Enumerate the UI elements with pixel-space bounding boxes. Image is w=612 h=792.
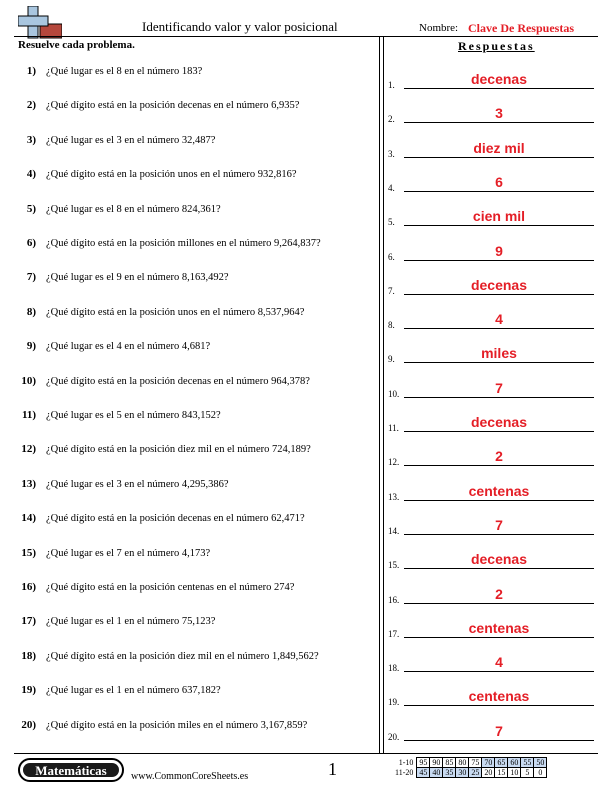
answer-value: 4 <box>495 311 503 328</box>
question-number: 14) <box>21 512 36 525</box>
question-number: 10) <box>21 374 36 387</box>
page-title: Identificando valor y valor posicional <box>142 19 338 34</box>
answer-line <box>404 465 594 466</box>
answer-value: 7 <box>495 722 503 739</box>
column-divider-right <box>383 36 384 753</box>
question-text: ¿Qué dígito está en la posición unos en el número 8,537,964? <box>46 306 305 318</box>
question-number: 16) <box>21 581 36 593</box>
score-row <box>395 758 547 768</box>
question-text: ¿Qué dígito está en la posición centenas en el número 274? <box>46 582 295 593</box>
instruction: Resuelve cada problema. <box>18 39 135 51</box>
question-text: ¿Qué lugar es el 1 en el número 637,182? <box>46 685 221 697</box>
answer-number: 6. <box>388 251 395 262</box>
answer-line <box>404 88 594 89</box>
question-number: 6) <box>26 237 36 249</box>
question-text: ¿Qué dígito está en la posición diez mil en el número 1,849,562? <box>46 650 319 662</box>
score-cell: 95 <box>417 758 430 768</box>
answer-value: cien mil <box>472 208 526 225</box>
answer-number: 15. <box>388 560 400 571</box>
score-cell: 20 <box>482 768 495 778</box>
question-text: ¿Qué lugar es el 7 en el número 4,173? <box>46 547 211 559</box>
question-text: ¿Qué lugar es el 1 en el número 75,123? <box>46 616 216 628</box>
question-number: 13) <box>21 477 36 490</box>
score-table <box>395 757 547 778</box>
answer-value: miles <box>481 345 517 362</box>
answer-value: diez mil <box>473 139 525 156</box>
score-cell: 65 <box>495 758 508 768</box>
answer-number: 20. <box>388 731 400 742</box>
question-number: 3) <box>26 133 36 146</box>
answer-value: 7 <box>495 379 503 396</box>
question-number: 19) <box>21 684 36 697</box>
answer-number: 1. <box>388 80 395 90</box>
question-number: 1) <box>26 65 36 77</box>
answer-number: 2. <box>388 114 395 125</box>
question-number: 4) <box>26 168 36 181</box>
answer-number: 3. <box>388 148 395 159</box>
score-cell: 35 <box>443 768 456 778</box>
question-text: ¿Qué dígito está en la posición diez mil en el número 724,189? <box>46 444 311 456</box>
question-text: ¿Qué dígito está en la posición unos en el número 932,816? <box>46 169 297 181</box>
answer-number: 12. <box>388 457 400 468</box>
answer-value: 2 <box>495 585 503 602</box>
score-row-label: 1-10 <box>398 758 414 767</box>
page-number: 1 <box>328 759 337 779</box>
question-text: ¿Qué lugar es el 4 en el número 4,681? <box>46 341 211 353</box>
question-number: 9) <box>26 340 36 353</box>
score-cell: 45 <box>417 768 430 778</box>
answer-line <box>404 431 594 432</box>
question-text: ¿Qué dígito está en la posición miles en el número 3,167,859? <box>46 719 308 731</box>
answer-value: 4 <box>495 654 503 671</box>
answer-line <box>404 637 594 638</box>
score-cell: 30 <box>456 768 469 778</box>
answer-number: 7. <box>388 285 395 296</box>
answer-value: decenas <box>470 414 528 430</box>
question-number: 20) <box>21 718 36 731</box>
question-text: ¿Qué dígito está en la posición decenas en el número 6,935? <box>46 100 300 112</box>
answer-value: 9 <box>495 242 503 259</box>
question-number: 12) <box>21 443 36 456</box>
answer-number: 18. <box>388 663 400 674</box>
score-cell: 15 <box>495 768 508 778</box>
answer-line <box>404 568 594 569</box>
answer-number: 5. <box>388 217 395 228</box>
question-number: 18) <box>21 649 36 662</box>
answer-line <box>404 122 594 123</box>
answer-line <box>404 500 594 501</box>
question-text: ¿Qué dígito está en la posición decenas en el número 964,378? <box>46 375 310 387</box>
plus-minus-logo-icon <box>18 6 62 40</box>
brand-badge <box>18 758 124 782</box>
answer-line <box>404 740 594 741</box>
score-cell: 85 <box>443 758 456 768</box>
answer-line <box>404 603 594 604</box>
score-cell: 50 <box>534 758 547 768</box>
answer-line <box>404 671 594 672</box>
answer-line <box>404 294 594 295</box>
answer-value: 2 <box>495 448 503 465</box>
question-number: 17) <box>21 615 36 628</box>
bottom-divider <box>14 753 598 754</box>
answer-number: 14. <box>388 525 400 536</box>
score-row-label: 11-20 <box>395 768 414 777</box>
brand-label: Matemáticas <box>23 763 119 777</box>
answer-value: decenas <box>470 276 528 293</box>
answer-value: decenas <box>470 551 528 568</box>
question-text: ¿Qué dígito está en la posición decenas en el número 62,471? <box>46 513 305 525</box>
answer-line <box>404 705 594 706</box>
answer-value: 7 <box>495 516 503 533</box>
answer-line <box>404 328 594 329</box>
top-divider <box>14 36 598 37</box>
score-row <box>395 768 547 778</box>
answer-line <box>404 260 594 261</box>
answer-number: 19. <box>388 697 400 708</box>
score-cell: 10 <box>508 768 521 778</box>
question-number: 15) <box>21 546 36 559</box>
answer-line <box>404 362 594 363</box>
score-cell: 5 <box>521 768 534 778</box>
answer-number: 16. <box>388 594 400 605</box>
question-text: ¿Qué lugar es el 9 en el número 8,163,492? <box>46 272 229 284</box>
question-text: ¿Qué lugar es el 8 en el número 183? <box>46 66 203 77</box>
answer-number: 17. <box>388 628 400 639</box>
answer-value: centenas <box>468 688 530 705</box>
answer-number: 13. <box>388 491 400 502</box>
question-text: ¿Qué lugar es el 5 en el número 843,152? <box>46 410 221 421</box>
name-value: Clave De Respuestas <box>468 21 574 35</box>
answer-line <box>404 534 594 535</box>
score-cell: 90 <box>430 758 443 768</box>
answer-number: 9. <box>388 354 395 365</box>
name-label: Nombre: <box>419 22 459 34</box>
answer-number: 10. <box>388 388 400 399</box>
score-cell: 75 <box>469 758 482 768</box>
answer-line <box>404 397 594 398</box>
score-cell: 70 <box>482 758 495 768</box>
score-cell: 80 <box>456 758 469 768</box>
answer-value: 6 <box>495 173 503 190</box>
answer-number: 4. <box>388 182 395 193</box>
question-text: ¿Qué lugar es el 8 en el número 824,361? <box>46 203 221 215</box>
answer-value: decenas <box>470 71 528 87</box>
question-number: 2) <box>26 99 36 112</box>
answer-value: centenas <box>468 619 530 636</box>
answers-title: Respuestas <box>458 39 535 53</box>
question-number: 5) <box>26 202 36 215</box>
answer-number: 8. <box>388 320 395 331</box>
column-divider-left <box>379 36 380 753</box>
score-cell: 55 <box>521 758 534 768</box>
answer-line <box>404 157 594 158</box>
score-cell: 40 <box>430 768 443 778</box>
score-cell: 0 <box>534 768 547 778</box>
question-text: ¿Qué lugar es el 3 en el número 32,487? <box>46 134 216 146</box>
answer-value: 3 <box>495 105 503 122</box>
score-cell: 25 <box>469 768 482 778</box>
site-url: www.CommonCoreSheets.es <box>131 771 249 782</box>
answer-number: 11. <box>388 423 399 433</box>
question-number: 7) <box>26 271 36 284</box>
question-text: ¿Qué lugar es el 3 en el número 4,295,386? <box>46 478 229 490</box>
question-number: 8) <box>26 305 36 318</box>
question-number: 11) <box>21 409 36 421</box>
answer-value: centenas <box>468 482 530 499</box>
question-text: ¿Qué dígito está en la posición millones en el número 9,264,837? <box>46 238 321 249</box>
score-cell: 60 <box>508 758 521 768</box>
answer-line <box>404 225 594 226</box>
answer-line <box>404 191 594 192</box>
